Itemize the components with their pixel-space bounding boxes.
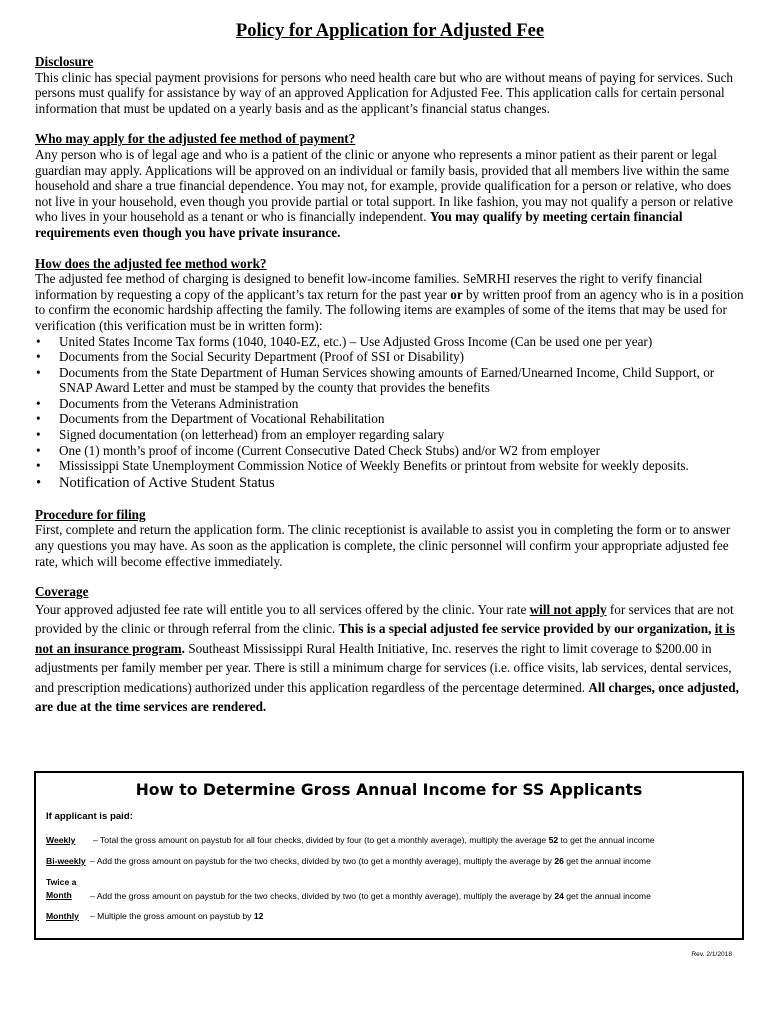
how-text-part-b: by written proof from an agency who is in a position to confirm the economic hardship affecting the family. The following items are examples of some of the items that may be used for verification (this verification must be in written form): xyxy=(35,286,744,333)
page-title: Policy for Application for Adjusted Fee xyxy=(235,21,545,41)
verification-list xyxy=(35,334,745,492)
weekly-desc-b: to get the annual income xyxy=(560,835,655,845)
twice-desc-a: – Add the gross amount on paystub for the two checks, divided by two (to get a monthly average), multiply the average by xyxy=(90,891,552,901)
weekly-label: Weekly xyxy=(46,835,76,845)
gross-income-box xyxy=(34,771,744,940)
section-heading-how-it-works: How does the adjusted fee method work? xyxy=(35,255,267,271)
monthly-label: Monthly xyxy=(46,911,79,921)
weekly-description xyxy=(93,835,655,845)
who-may-apply-text xyxy=(35,147,745,241)
disclosure-text: This clinic has special payment provisions for persons who need health care but who are without means of paying for services. Such persons must qualify for assistance by way of an approved Application for Adjusted Fee. This application calls for certain personal information that must be updated on a yearly basis and as the applicant’s financial status changes. xyxy=(35,69,734,116)
coverage-text xyxy=(35,600,745,717)
coverage-will-not-apply: will not apply xyxy=(529,601,607,617)
monthly-description xyxy=(90,911,263,921)
section-heading-who-may-apply: Who may apply for the adjusted fee method of payment? xyxy=(35,131,356,147)
coverage-part-7: Southeast Mississippi Rural Health Initiative, Inc. reserves the right to limit coverage to $200.00 in adjustments per family member per year. There is still a minimum charge for services (i.e. office visits, lab services, dental services, and prescription medications) authorized under this application regardless of the percentage determined. xyxy=(35,640,732,695)
biweekly-desc-a: – Add the gross amount on paystub for the two checks, divided by two (to get a monthly average), multiply the average by xyxy=(90,856,552,866)
twice-factor: 24 xyxy=(554,891,564,901)
gross-income-title: How to Determine Gross Annual Income for SS Applicants xyxy=(135,781,643,799)
how-text-part-a: The adjusted fee method of charging is designed to benefit low-income families. SeMRHI reserves the right to verify financial information by requesting a copy of the applicant’s tax return for the past year xyxy=(35,271,703,302)
gross-income-intro: If applicant is paid: xyxy=(46,811,133,822)
coverage-not-insurance: it is not an insurance program xyxy=(35,621,735,656)
biweekly-description xyxy=(90,856,651,866)
coverage-special-service: This is a special adjusted fee service provided by our organization, xyxy=(338,621,712,637)
verification-item-student-status: • Notification of Active Student Status xyxy=(35,474,745,492)
twice-description xyxy=(90,891,651,901)
biweekly-factor: 26 xyxy=(554,856,564,866)
coverage-part-3: for services that are not provided by the clinic or through referral from the clinic. xyxy=(35,601,734,637)
procedure-text: First, complete and return the application form. The clinic receptionist is available to assist you in completing the form or to answer any questions you may have. As soon as the application is complete, the clinic personnel will confirm your appropriate adjusted fee rate, which will become effective immediately. xyxy=(35,522,731,569)
policy-page xyxy=(35,18,745,732)
income-row-biweekly xyxy=(46,856,651,866)
income-row-weekly xyxy=(46,835,655,845)
section-heading-procedure: Procedure for filing xyxy=(35,506,146,522)
coverage-part-1: Your approved adjusted fee rate will entitle you to all services offered by the clinic. Your rate xyxy=(35,601,527,617)
twice-label-b: Month xyxy=(46,890,72,900)
section-heading-disclosure: Disclosure xyxy=(35,54,94,69)
verification-item: • Documents from the Veterans Administration xyxy=(35,396,745,412)
revision-date: Rev. 2/1/2018 xyxy=(691,951,732,958)
verification-item: • United States Income Tax forms (1040, 1040-EZ, etc.) – Use Adjusted Gross Income (Can be used one per year) xyxy=(35,334,745,350)
who-may-apply-bold-note: You may qualify by meeting certain financial requirements even though you have private insurance. xyxy=(35,209,683,240)
twice-desc-b: get the annual income xyxy=(566,891,651,901)
monthly-factor: 12 xyxy=(253,911,264,921)
who-may-apply-section xyxy=(35,131,745,240)
verification-item: • Documents from the Department of Vocational Rehabilitation xyxy=(35,411,745,427)
coverage-charges-due: All charges, once adjusted, are due at the time services are rendered. xyxy=(35,679,739,715)
weekly-desc-a: – Total the gross amount on paystub for all four checks, divided by four (to get a monthly average), multiply the average xyxy=(93,835,547,845)
verification-item: • Documents from the Social Security Department (Proof of SSI or Disability) xyxy=(35,349,745,365)
coverage-period: . xyxy=(181,640,185,656)
coverage-section xyxy=(35,584,745,717)
verification-item: • One (1) month’s proof of income (Current Consecutive Dated Check Stubs) and/or W2 from employer xyxy=(35,443,745,459)
procedure-section xyxy=(35,507,745,569)
verification-item: • Documents from the State Department of Human Services showing amounts of Earned/Unearned Income, Child Support, or SNAP Award Letter and must be stamped by the county that provides the benefits xyxy=(35,365,745,396)
income-row-twice-a-month xyxy=(46,877,651,901)
how-it-works-section xyxy=(35,256,745,492)
income-row-monthly xyxy=(46,911,264,921)
biweekly-label: Bi-weekly xyxy=(46,856,86,866)
biweekly-desc-b: get the annual income xyxy=(566,856,651,866)
verification-item: • Mississippi State Unemployment Commission Notice of Weekly Benefits or printout from website for weekly deposits. xyxy=(35,458,745,474)
twice-label-a: Twice a xyxy=(46,877,77,887)
who-may-apply-body: Any person who is of legal age and who is a patient of the clinic or anyone who represents a minor patient as their parent or legal guardian may apply. Applications will be approved on an individual or family basis, provided that all members live within the same household and share a true financial dependence. You may not, for example, provide qualification for a person or relative, who does not live in your household, even though you provide partial or total support. In like fashion, you may not qualify a person or relative who lives in your household as a tenant or who is financially independent. xyxy=(35,146,734,225)
section-heading-coverage: Coverage xyxy=(35,584,89,600)
monthly-desc-a: – Multiple the gross amount on paystub by xyxy=(90,911,252,921)
how-it-works-text xyxy=(35,271,745,333)
disclosure-section xyxy=(35,54,745,116)
weekly-factor: 52 xyxy=(548,835,559,845)
how-text-or: or xyxy=(450,286,463,302)
verification-item: • Signed documentation (on letterhead) from an employer regarding salary xyxy=(35,427,745,443)
